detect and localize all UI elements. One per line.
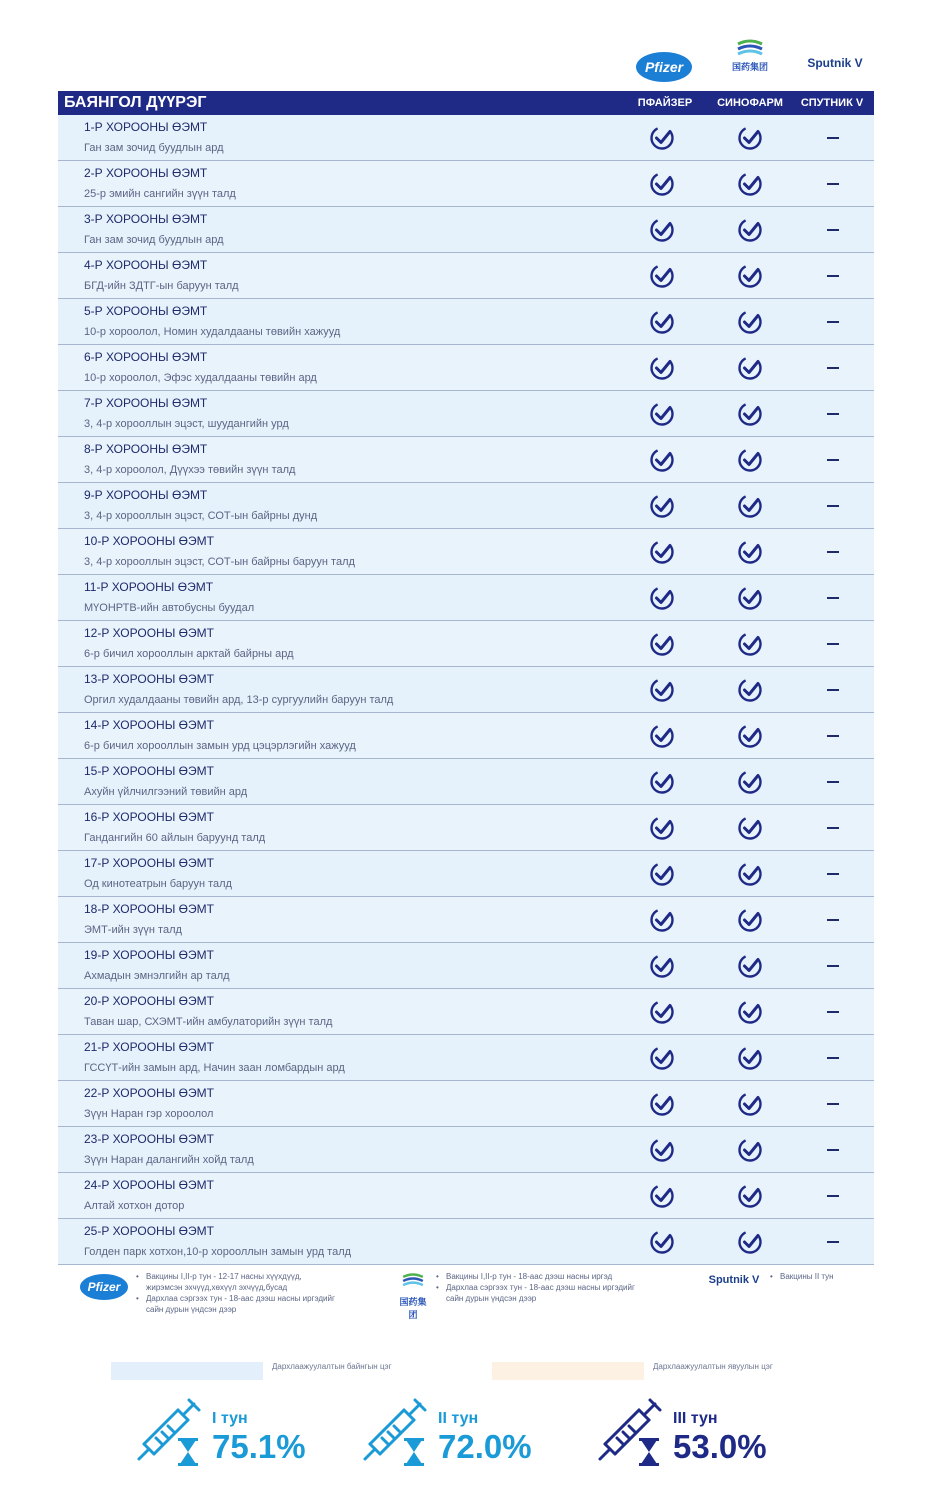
dash-icon (827, 505, 839, 507)
check-icon (649, 447, 675, 473)
row-address: Голден парк хотхон,10-р хорооллын замын урд талд (84, 1246, 352, 1258)
vaccination-points-table (58, 115, 874, 1265)
check-icon (649, 677, 675, 703)
table-row (58, 207, 874, 253)
row-address: 3, 4-р хороолол, Дүүхээ төвийн зүүн талд (84, 464, 296, 476)
vaccine-notes (0, 1266, 930, 1326)
sputnik-logo-text: Sputnik V (807, 56, 863, 70)
sinopharm-note-cn-text: 国药集团 (399, 1297, 427, 1320)
row-address: МҮОНРТВ-ийн автобусны буудал (84, 602, 255, 614)
row-name: 25-Р ХОРООНЫ ӨЭМТ (84, 1224, 214, 1238)
check-icon (737, 585, 763, 611)
table-row (58, 943, 874, 989)
row-address: 3, 4-р хорооллын эцэст, СОТ-ын байрны баруун талд (84, 556, 355, 568)
table-header (58, 91, 874, 115)
sputnik-logo (800, 56, 870, 70)
check-icon (737, 1045, 763, 1071)
table-row (58, 1081, 874, 1127)
dash-icon (827, 827, 839, 829)
table-row (58, 851, 874, 897)
check-icon (649, 907, 675, 933)
sinopharm-note-item: • Вакцины I,II-р тун - 18-аас дээш насны иргэд (436, 1271, 646, 1282)
table-row (58, 667, 874, 713)
row-address: Ган зам зочид буудлын ард (84, 234, 224, 246)
brand-logos (0, 38, 930, 86)
row-address: 10-р хороолол, Эфэс худалдааны төвийн ард (84, 372, 317, 384)
row-address: Ахуйн үйлчилгээний төвийн ард (84, 786, 248, 798)
row-name: 9-Р ХОРООНЫ ӨЭМТ (84, 488, 208, 502)
dash-icon (827, 229, 839, 231)
row-name: 6-Р ХОРООНЫ ӨЭМТ (84, 350, 208, 364)
check-icon (737, 1229, 763, 1255)
sputnik-notes (770, 1271, 870, 1282)
check-icon (649, 815, 675, 841)
row-name: 11-Р ХОРООНЫ ӨЭМТ (84, 580, 214, 594)
check-icon (737, 907, 763, 933)
row-address: Од кинотеатрын баруун талд (84, 878, 232, 890)
row-name: 22-Р ХОРООНЫ ӨЭМТ (84, 1086, 214, 1100)
table-row (58, 345, 874, 391)
dash-icon (827, 413, 839, 415)
dash-icon (827, 551, 839, 553)
check-icon (649, 1229, 675, 1255)
table-row (58, 391, 874, 437)
sinopharm-logo (724, 38, 776, 84)
column-pfizer: ПФАЙЗЕР (637, 97, 693, 109)
table-row (58, 1173, 874, 1219)
dose-stat (360, 1396, 580, 1476)
row-address: 10-р хороолол, Номин худалдааны төвийн хажууд (84, 326, 341, 338)
check-icon (649, 217, 675, 243)
dash-icon (827, 137, 839, 139)
row-address: Гандангийн 60 айлын баруунд талд (84, 832, 266, 844)
check-icon (649, 493, 675, 519)
table-row (58, 897, 874, 943)
row-address: 3, 4-р хорооллын эцэст, СОТ-ын байрны дунд (84, 510, 318, 522)
row-name: 23-Р ХОРООНЫ ӨЭМТ (84, 1132, 214, 1146)
hourglass-icon (404, 1438, 424, 1466)
check-icon (649, 999, 675, 1025)
table-row (58, 1127, 874, 1173)
check-icon (649, 861, 675, 887)
table-row (58, 989, 874, 1035)
legend-permanent-swatch (111, 1362, 263, 1380)
row-name: 21-Р ХОРООНЫ ӨЭМТ (84, 1040, 214, 1054)
row-address: ЭМТ-ийн зүүн талд (84, 924, 182, 936)
check-icon (737, 1137, 763, 1163)
check-icon (737, 217, 763, 243)
check-icon (649, 1183, 675, 1209)
check-icon (649, 1091, 675, 1117)
legend-mobile-swatch (492, 1362, 644, 1380)
syringe-icon (134, 1396, 210, 1468)
table-row (58, 1035, 874, 1081)
check-icon (649, 1137, 675, 1163)
dash-icon (827, 367, 839, 369)
dash-icon (827, 781, 839, 783)
row-name: 15-Р ХОРООНЫ ӨЭМТ (84, 764, 214, 778)
dash-icon (827, 1241, 839, 1243)
table-row (58, 437, 874, 483)
dash-icon (827, 275, 839, 277)
check-icon (737, 815, 763, 841)
pfizer-note-logo-text: Pfizer (87, 1280, 121, 1294)
row-name: 7-Р ХОРООНЫ ӨЭМТ (84, 396, 208, 410)
row-name: 10-Р ХОРООНЫ ӨЭМТ (84, 534, 214, 548)
column-sputnik: СПУТНИК V (800, 97, 864, 109)
check-icon (737, 953, 763, 979)
row-name: 5-Р ХОРООНЫ ӨЭМТ (84, 304, 208, 318)
dose-value: 53.0% (673, 1428, 767, 1465)
syringe-icon (595, 1396, 671, 1468)
table-row (58, 713, 874, 759)
sinopharm-notes (436, 1271, 646, 1304)
row-name: 24-Р ХОРООНЫ ӨЭМТ (84, 1178, 214, 1192)
row-address: 6-р бичил хорооллын арктай байрны ард (84, 648, 294, 660)
dash-icon (827, 1103, 839, 1105)
row-address: Ахмадын эмнэлгийн ар талд (84, 970, 230, 982)
check-icon (737, 861, 763, 887)
row-name: 3-Р ХОРООНЫ ӨЭМТ (84, 212, 208, 226)
check-icon (649, 769, 675, 795)
table-row (58, 253, 874, 299)
check-icon (649, 125, 675, 151)
dash-icon (827, 919, 839, 921)
dose-value: 75.1% (212, 1428, 306, 1465)
row-name: 8-Р ХОРООНЫ ӨЭМТ (84, 442, 208, 456)
hourglass-icon (639, 1438, 659, 1466)
row-name: 13-Р ХОРООНЫ ӨЭМТ (84, 672, 214, 686)
row-address: ГССҮТ-ийн замын ард, Начин заан ломбардын ард (84, 1062, 345, 1074)
check-icon (737, 355, 763, 381)
row-name: 1-Р ХОРООНЫ ӨЭМТ (84, 120, 208, 134)
dash-icon (827, 1011, 839, 1013)
row-address: Алтай хотхон дотор (84, 1200, 185, 1212)
table-row (58, 299, 874, 345)
row-address: 3, 4-р хорооллын эцэст, шуудангийн урд (84, 418, 289, 430)
dash-icon (827, 735, 839, 737)
check-icon (737, 723, 763, 749)
sputnik-note-item: • Вакцины II тун (770, 1271, 870, 1282)
check-icon (737, 631, 763, 657)
check-icon (737, 999, 763, 1025)
row-name: 2-Р ХОРООНЫ ӨЭМТ (84, 166, 208, 180)
dash-icon (827, 1149, 839, 1151)
check-icon (649, 309, 675, 335)
dash-icon (827, 321, 839, 323)
table-row (58, 529, 874, 575)
row-address: Зүүн Наран гэр хороолол (84, 1108, 214, 1120)
check-icon (649, 263, 675, 289)
row-name: 12-Р ХОРООНЫ ӨЭМТ (84, 626, 214, 640)
pfizer-note-item: • Вакцины I,II-р тун - 12-17 насны хүүхдүүд, жирэмсэн эхчүүд,хөхүүл эхчүүд,бусад (136, 1271, 336, 1293)
check-icon (737, 309, 763, 335)
dose-stat (595, 1396, 815, 1476)
table-row (58, 161, 874, 207)
table-row (58, 759, 874, 805)
dash-icon (827, 597, 839, 599)
legend-permanent-label: Дархлаажуулалтын байнгын цэг (272, 1362, 392, 1371)
check-icon (649, 355, 675, 381)
table-row (58, 1219, 874, 1265)
row-name: 18-Р ХОРООНЫ ӨЭМТ (84, 902, 214, 916)
sinopharm-note-item: • Дархлаа сэргээх тун - 18-аас дээш насны иргэдийг сайн дурын үндсэн дээр (436, 1282, 646, 1304)
check-icon (737, 401, 763, 427)
table-row (58, 575, 874, 621)
row-name: 16-Р ХОРООНЫ ӨЭМТ (84, 810, 214, 824)
check-icon (737, 769, 763, 795)
check-icon (737, 539, 763, 565)
pfizer-logo-text: Pfizer (644, 59, 684, 75)
sputnik-note-logo (706, 1274, 762, 1286)
check-icon (737, 171, 763, 197)
check-icon (649, 953, 675, 979)
table-row (58, 115, 874, 161)
check-icon (649, 631, 675, 657)
check-icon (649, 723, 675, 749)
district-title: БАЯНГОЛ ДҮҮРЭГ (64, 94, 207, 111)
row-name: 20-Р ХОРООНЫ ӨЭМТ (84, 994, 214, 1008)
legend-mobile-label: Дархлаажуулалтын явуулын цэг (653, 1362, 773, 1371)
pfizer-notes (136, 1271, 336, 1315)
table-row (58, 621, 874, 667)
sputnik-note-logo-text: Sputnik V (708, 1274, 760, 1286)
pfizer-note-logo (80, 1274, 128, 1300)
sinopharm-mark-icon (735, 38, 765, 60)
dash-icon (827, 873, 839, 875)
row-address: Зүүн Наран далангийн хойд талд (84, 1154, 254, 1166)
row-address: Ган зам зочид буудлын ард (84, 142, 224, 154)
sinopharm-cn-text: 国药集团 (731, 62, 768, 72)
row-address: 25-р эмийн сангийн зүүн талд (84, 188, 236, 200)
sinopharm-mark-icon (399, 1272, 427, 1290)
row-address: Оргил худалдааны төвийн ард, 13-р сургуулийн баруун талд (84, 694, 394, 706)
dose-value: 72.0% (438, 1428, 532, 1465)
check-icon (737, 493, 763, 519)
dash-icon (827, 1195, 839, 1197)
check-icon (737, 1091, 763, 1117)
row-name: 19-Р ХОРООНЫ ӨЭМТ (84, 948, 214, 962)
check-icon (737, 263, 763, 289)
check-icon (649, 585, 675, 611)
dose-stat (134, 1396, 354, 1476)
dose-name: I тун (212, 1410, 248, 1427)
row-address: Таван шар, СХЭМТ-ийн амбулаторийн зүүн талд (84, 1016, 333, 1028)
pfizer-note-item: • Дархлаа сэргээх тун - 18-аас дээш насны иргэдийг сайн дурын үндсэн дээр (136, 1293, 336, 1315)
check-icon (649, 1045, 675, 1071)
dash-icon (827, 965, 839, 967)
dash-icon (827, 689, 839, 691)
row-name: 4-Р ХОРООНЫ ӨЭМТ (84, 258, 208, 272)
dose-name: II тун (438, 1410, 479, 1427)
row-name: 17-Р ХОРООНЫ ӨЭМТ (84, 856, 214, 870)
row-name: 14-Р ХОРООНЫ ӨЭМТ (84, 718, 214, 732)
check-icon (737, 447, 763, 473)
row-address: 6-р бичил хорооллын замын урд цэцэрлэгийн хажууд (84, 740, 356, 752)
sinopharm-note-logo (396, 1272, 430, 1321)
check-icon (737, 677, 763, 703)
table-row (58, 483, 874, 529)
row-address: БГД-ийн ЗДТГ-ын баруун талд (84, 280, 239, 292)
hourglass-icon (178, 1438, 198, 1466)
dash-icon (827, 459, 839, 461)
legend (0, 1360, 930, 1382)
dash-icon (827, 183, 839, 185)
check-icon (737, 1183, 763, 1209)
check-icon (737, 125, 763, 151)
check-icon (649, 171, 675, 197)
pfizer-logo (636, 52, 692, 82)
column-sinopharm: СИНОФАРМ (717, 97, 783, 109)
dash-icon (827, 643, 839, 645)
dose-name: III тун (673, 1410, 718, 1427)
table-row (58, 805, 874, 851)
syringe-icon (360, 1396, 436, 1468)
check-icon (649, 401, 675, 427)
check-icon (649, 539, 675, 565)
dash-icon (827, 1057, 839, 1059)
